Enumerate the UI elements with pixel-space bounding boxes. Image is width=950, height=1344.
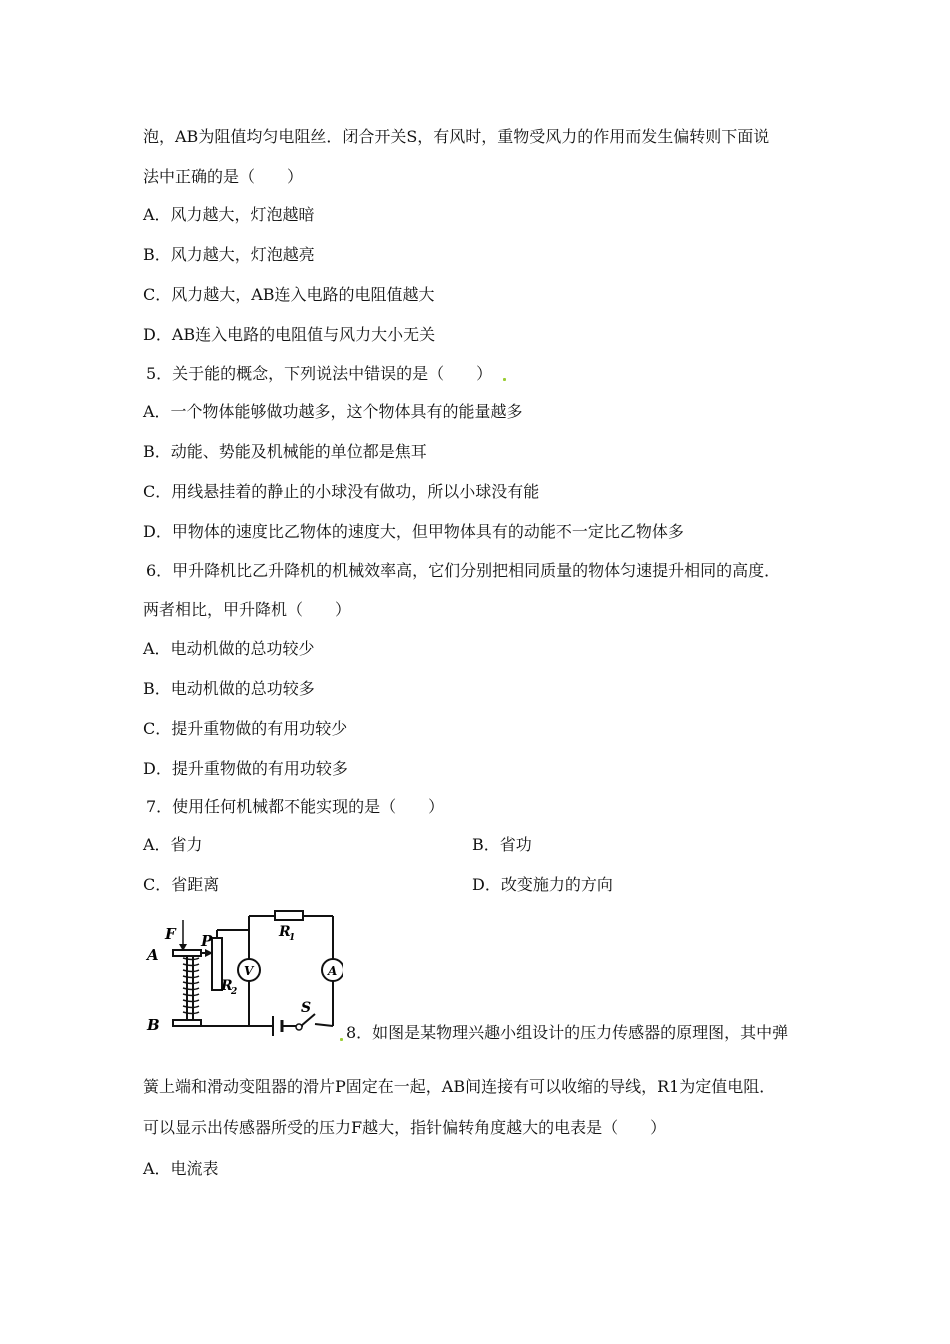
label-R2-sub: 2: [231, 987, 238, 997]
q5-option-d: D．甲物体的速度比乙物体的速度大，但甲物体具有的动能不一定比乙物体多: [143, 522, 684, 541]
plate-b: [173, 1020, 201, 1026]
q5-option-c: C．用线悬挂着的静止的小球没有做功，所以小球没有能: [143, 482, 540, 501]
q4-option-c: C．风力越大，AB连入电路的电阻值越大: [143, 285, 435, 304]
pressure-sensor-circuit-diagram: [143, 906, 343, 1036]
q7-stem: 7．使用任何机械都不能实现的是（ ）: [146, 797, 445, 816]
label-R1-sub: 1: [289, 933, 296, 943]
r1-resistor: [275, 911, 303, 920]
label-ammeter-A: A: [328, 964, 338, 978]
scan-mark: [340, 1038, 343, 1041]
q6-text-line2: 两者相比，甲升降机（ ）: [143, 600, 352, 619]
q6-option-d: D．提升重物做的有用功较多: [143, 759, 348, 778]
label-P: P: [201, 932, 213, 950]
q5-option-b: B．动能、势能及机械能的单位都是焦耳: [143, 442, 427, 461]
label-R1: R: [279, 924, 291, 940]
plate-a: [173, 950, 201, 956]
scan-mark: [503, 378, 506, 381]
q8-option-a: A．电流表: [143, 1159, 219, 1178]
q4-option-a: A．风力越大，灯泡越暗: [143, 205, 315, 224]
switch-pivot: [296, 1024, 302, 1030]
q6-option-a: A．电动机做的总功较少: [143, 639, 315, 658]
spring-coil: [183, 958, 199, 1014]
q4-text-line1: 泡，AB为阻值均匀电阻丝．闭合开关S，有风时，重物受风力的作用而发生偏转则下面说: [143, 127, 770, 146]
q8-text-line3: 可以显示出传感器所受的压力F越大，指针偏转角度越大的电表是（ ）: [143, 1118, 667, 1137]
q6-text-line1: 6．甲升降机比乙升降机的机械效率高，它们分别把相同质量的物体匀速提升相同的高度．: [146, 561, 781, 580]
q8-text-line2: 簧上端和滑动变阻器的滑片P固定在一起，AB间连接有可以收缩的导线，R1为定值电阻．: [143, 1077, 776, 1096]
label-S: S: [301, 1000, 312, 1016]
label-R2: R: [221, 978, 233, 994]
label-F: F: [165, 925, 176, 943]
q4-option-b: B．风力越大，灯泡越亮: [143, 245, 315, 264]
q8-text-line1: 8．如图是某物理兴趣小组设计的压力传感器的原理图，其中弹: [346, 1023, 789, 1042]
q6-option-c: C．提升重物做的有用功较少: [143, 719, 348, 738]
q5-stem: 5．关于能的概念，下列说法中错误的是（ ）: [146, 364, 493, 383]
label-A: A: [147, 946, 159, 964]
q4-option-d: D．AB连入电路的电阻值与风力大小无关: [143, 325, 436, 344]
q7-option-b: B．省功: [472, 835, 532, 854]
q6-option-b: B．电动机做的总功较多: [143, 679, 315, 698]
q7-option-c: C．省距离: [143, 875, 220, 894]
label-V: V: [244, 964, 254, 978]
wire-bottom-right: [315, 1024, 333, 1026]
q7-option-a: A．省力: [143, 835, 203, 854]
q4-text-line2: 法中正确的是（ ）: [143, 167, 304, 186]
q5-option-a: A．一个物体能够做功越多，这个物体具有的能量越多: [143, 402, 523, 421]
q7-option-d: D．改变施力的方向: [472, 875, 613, 894]
label-B: B: [147, 1016, 160, 1034]
